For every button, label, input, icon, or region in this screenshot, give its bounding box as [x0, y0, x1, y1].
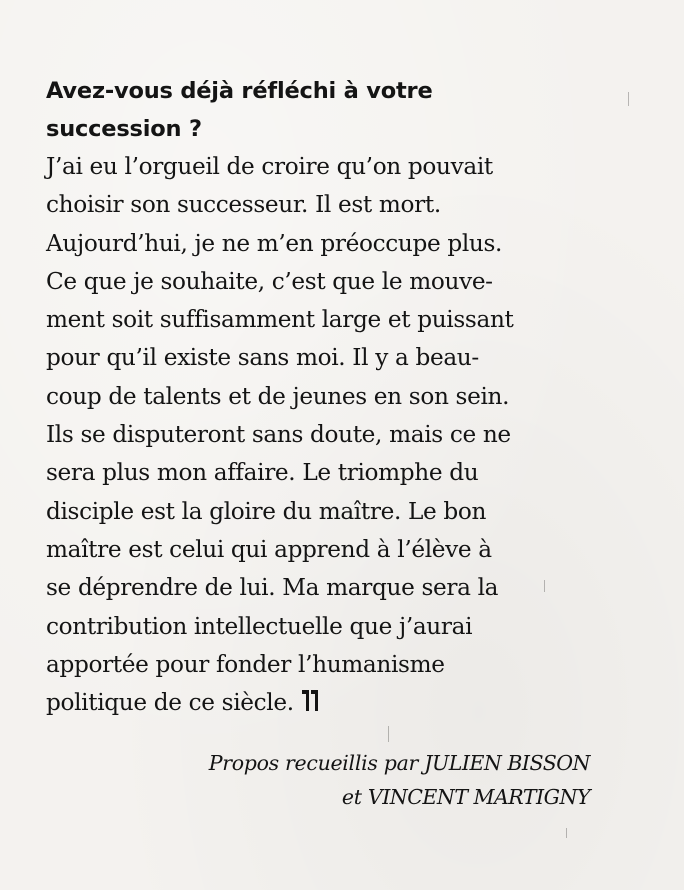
- interviewer-name: JULIEN BISSON: [424, 751, 590, 775]
- publication-end-mark-icon: [300, 687, 320, 725]
- answer-line: choisir son successeur. Il est mort.: [46, 191, 441, 219]
- interview-credits: [0, 746, 590, 814]
- answer-line: Aujourd’hui, je ne m’en préoccupe plus.: [46, 229, 503, 257]
- question-line: succession ?: [46, 116, 202, 142]
- answer-line: Ils se disputeront sans doute, mais ce ne: [46, 421, 511, 449]
- answer-line: pour qu’il existe sans moi. Il y a beau-: [46, 344, 479, 372]
- answer-line: maître est celui qui apprend à l’élève à: [46, 535, 492, 563]
- answer-line: sera plus mon affaire. Le triomphe du: [46, 459, 479, 487]
- answer-line: coup de talents et de jeunes en son sein.: [46, 382, 510, 410]
- answer-line: ment soit suffisamment large et puissant: [46, 306, 514, 334]
- answer-last-line: [46, 684, 646, 725]
- answer-line: Ce que je souhaite, c’est que le mouve-: [46, 267, 493, 295]
- credit-line-1: [209, 751, 590, 775]
- answer-line: se déprendre de lui. Ma marque sera la: [46, 574, 499, 602]
- answer-line: disciple est la gloire du maître. Le bon: [46, 497, 487, 525]
- answer-line: contribution intellectuelle que j’aurai: [46, 612, 473, 640]
- answer-line: apportée pour fonder l’humanisme: [46, 650, 445, 678]
- question-line: Avez-vous déjà réfléchi à votre: [46, 78, 433, 104]
- interview-article: [46, 72, 646, 725]
- interviewer-name: VINCENT MARTIGNY: [367, 785, 590, 809]
- paper-scratch: [566, 828, 567, 838]
- paper-scratch: [388, 726, 389, 742]
- credit-line-2: [342, 785, 590, 809]
- interview-answer: [46, 148, 646, 725]
- credit-prefix: et: [341, 785, 362, 809]
- answer-line-text: politique de ce siècle.: [46, 689, 294, 717]
- answer-line: J’ai eu l’orgueil de croire qu’on pouvait: [46, 153, 493, 180]
- interview-question: [46, 72, 646, 148]
- credit-prefix: Propos recueillis par: [208, 751, 419, 775]
